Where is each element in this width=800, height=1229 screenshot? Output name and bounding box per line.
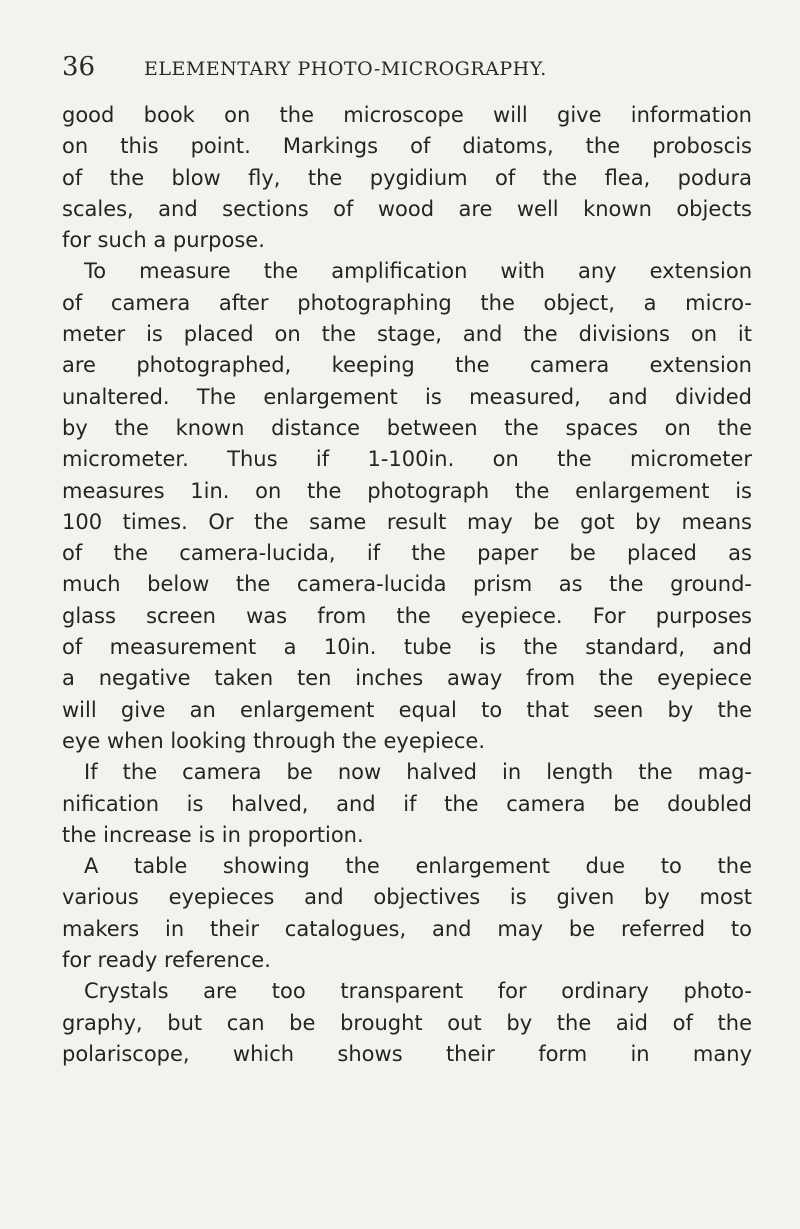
text-line: for ready reference. [62, 948, 271, 973]
text-line: for such a purpose. [62, 228, 265, 253]
text-line: meter is placed on the stage, and the divisions on it [62, 322, 752, 347]
text-line: nification is halved, and if the camera be doubled [62, 791, 752, 816]
page-header [62, 52, 752, 84]
text-line: Crystals are too transparent for ordinary photo- [84, 979, 752, 1004]
text-line: much below the camera-lucida prism as the ground- [62, 572, 752, 597]
text-line: makers in their catalogues, and may be referred to [62, 916, 752, 941]
text-line: scales, and sections of wood are well known objects [62, 196, 752, 221]
text-line: of measurement a 10in. tube is the standard, and [62, 635, 752, 660]
text-line: good book on the microscope will give information [62, 103, 752, 127]
text-line: will give an enlargement equal to that seen by the [62, 697, 752, 722]
body-text [62, 100, 752, 1070]
text-line: micrometer. Thus if 1-100in. on the micrometer [62, 447, 752, 472]
text-line: eye when looking through the eyepiece. [62, 728, 485, 753]
text-line: by the known distance between the spaces on the [62, 415, 752, 440]
text-line: various eyepieces and objectives is given by most [62, 885, 752, 910]
text-line: glass screen was from the eyepiece. For purposes [62, 603, 752, 628]
text-line: unaltered. The enlargement is measured, and divided [62, 384, 752, 409]
text-line: 100 times. Or the same result may be got by means [62, 509, 752, 534]
text-line: graphy, but can be brought out by the aid of the [62, 1010, 752, 1035]
text-line: polariscope, which shows their form in many [62, 1041, 752, 1066]
text-line: A table showing the enlargement due to the [84, 854, 752, 879]
running-title: ELEMENTARY PHOTO-MICROGRAPHY. [144, 58, 547, 80]
text-line: the increase is in proportion. [62, 822, 364, 847]
text-line: a negative taken ten inches away from the eyepiece [62, 666, 752, 691]
text-line: are photographed, keeping the camera extension [62, 353, 752, 378]
page-number: 36 [62, 52, 96, 82]
text-line: To measure the amplification with any extension [84, 259, 752, 284]
text-line: of camera after photographing the object, a micro- [62, 290, 752, 315]
text-line: on this point. Markings of diatoms, the proboscis [62, 134, 752, 159]
text-line: of the camera-lucida, if the paper be placed as [62, 541, 752, 566]
text-line: of the blow fly, the pygidium of the flea, podura [62, 165, 752, 190]
text-line: If the camera be now halved in length the mag- [84, 760, 752, 785]
text-line: measures 1in. on the photograph the enlargement is [62, 478, 752, 503]
